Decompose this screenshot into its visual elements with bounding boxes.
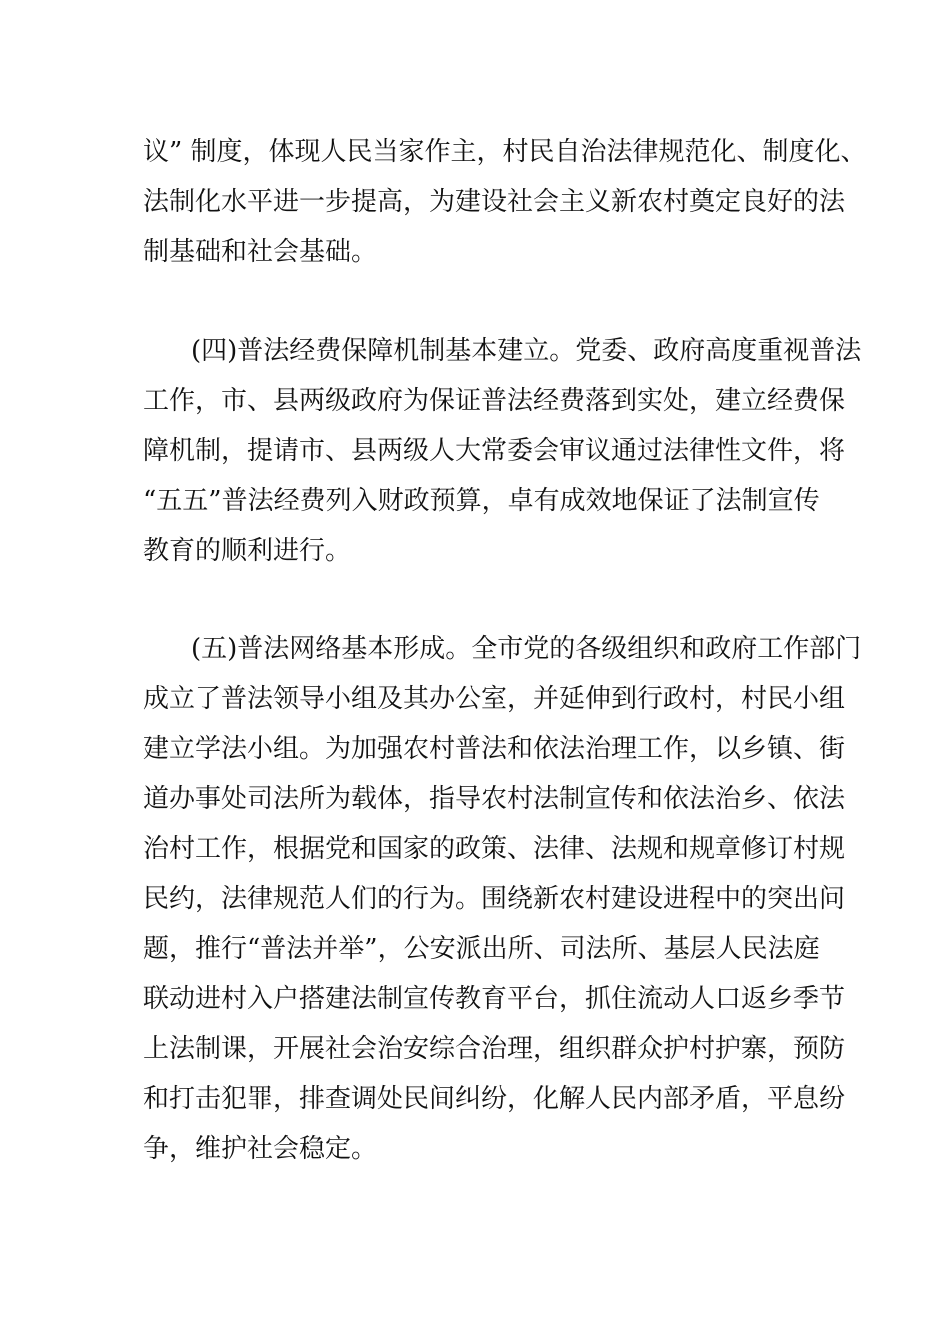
paragraph-1-line-3: 制基础和社会基础。	[143, 237, 378, 267]
paragraph-2-line-5: 教育的顺利进行。	[143, 536, 352, 566]
paragraph-3-line-1: (五)普法网络基本形成。全市党的各级组织和政府工作部门	[191, 634, 862, 664]
paragraph-1-line-2: 法制化水平进一步提高，为建设社会主义新农村奠定良好的法	[143, 187, 846, 217]
paragraph-1-line-1: 议” 制度，体现人民当家作主，村民自治法律规范化、制度化、	[143, 137, 867, 167]
paragraph-3-line-9: 上法制课，开展社会治安综合治理，组织群众护村护寨，预防	[143, 1034, 846, 1064]
paragraph-3-line-2: 成立了普法领导小组及其办公室，并延伸到行政村，村民小组	[143, 684, 846, 714]
paragraph-2-line-2: 工作，市、县两级政府为保证普法经费落到实处，建立经费保	[143, 386, 846, 416]
paragraph-3-line-8: 联动进村入户搭建法制宣传教育平台，抓住流动人口返乡季节	[143, 984, 846, 1014]
paragraph-3-line-4: 道办事处司法所为载体，指导农村法制宣传和依法治乡、依法	[143, 784, 846, 814]
paragraph-2-line-3: 障机制，提请市、县两级人大常委会审议通过法律性文件，将	[143, 436, 846, 466]
paragraph-3-line-6: 民约，法律规范人们的行为。围绕新农村建设进程中的突出问	[143, 884, 846, 914]
paragraph-2-line-4: “五五”普法经费列入财政预算，卓有成效地保证了法制宣传	[143, 486, 820, 516]
paragraph-3-line-3: 建立学法小组。为加强农村普法和依法治理工作，以乡镇、街	[143, 734, 846, 764]
paragraph-3-line-7: 题，推行“普法并举”，公安派出所、司法所、基层人民法庭	[143, 934, 820, 964]
paragraph-3-line-10: 和打击犯罪，排查调处民间纠纷，化解人民内部矛盾，平息纷	[143, 1084, 846, 1114]
paragraph-2-line-1: (四)普法经费保障机制基本建立。党委、政府高度重视普法	[191, 336, 862, 366]
paragraph-3-line-5: 治村工作，根据党和国家的政策、法律、法规和规章修订村规	[143, 834, 846, 864]
paragraph-3-line-11: 争，维护社会稳定。	[143, 1134, 378, 1164]
